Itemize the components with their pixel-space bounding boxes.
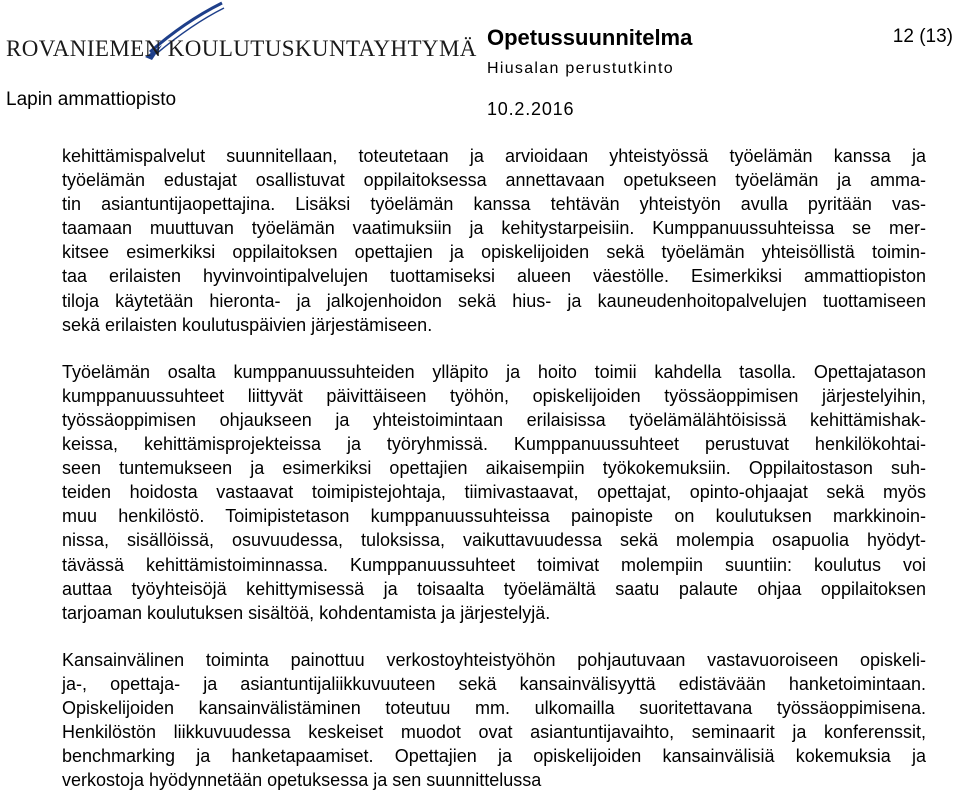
text-line: työssäoppimisen ohjaukseen ja yhteistoimintaan erilaisissa työelämälähtöisissä kehittämishak- [62,409,926,430]
paragraph-international [62,648,926,792]
organization-name: Lapin ammattiopisto [6,89,177,110]
text-line: työelämän edustajat osallistuvat oppilaitoksessa annettavaan opetukseen työelämän ja amma- [62,170,926,191]
paragraph-partnerships [62,360,926,625]
text-line: tävässä kehittämistoiminnassa. Kumppanuussuhteet toimivat molempiin suuntiin: koulutus voi [62,554,926,575]
page-number: 12 (13) [892,26,953,47]
text-line: tarjoaman koulutuksen sisältöä, kohdentamista ja järjestelyjä. [62,602,551,623]
text-line: teiden hoidosta vastaavat toimipistejohtaja, tiimivastaavat, opettajat, opinto-ohjaajat sekä myös [62,482,926,503]
text-line: sekä erilaisten koulutuspäivien järjestämiseen. [62,314,433,335]
text-line: seen tuntemukseen ja esimerkiksi opettajien aikaisempiin työkokemuksiin. Oppilaitostason suh- [62,458,926,479]
text-line: muu henkilöstö. Toimipistetason kumppanuussuhteissa painopiste on koulutuksen markkinoin- [62,506,926,527]
text-line: taamaan muuttuvan työelämän vaatimuksiin ja kehitystarpeisiin. Kumppanuussuhteissa se mer- [62,218,926,239]
text-line: Työelämän osalta kumppanuussuhteiden ylläpito ja hoito toimii kahdella tasolla. Opettajatason [62,361,926,382]
text-line: benchmarking ja hanketapaamiset. Opettajien ja opiskelijoiden kansainvälisiä kokemuksia ja [62,746,926,767]
text-line: ja-, opettaja- ja asiantuntijaliikkuvuuteen sekä kansainvälisyyttä edistävään hanketoimintaan. [62,673,926,694]
text-line: kitsee esimerkiksi oppilaitoksen opettajien ja opiskelijoiden sekä työelämän yhteisöllistä toimin- [62,242,926,263]
page-header [0,0,960,130]
document-date: 10.2.2016 [487,99,575,119]
text-line: Kansainvälinen toiminta painottuu verkostoyhteistyöhön pohjautuvaan vastavuoroiseen opiskeli- [62,649,926,670]
text-line: tin asiantuntijaopettajina. Lisäksi työelämän kanssa tehtävän yhteistyön avulla pyritään vas- [62,194,926,215]
paragraph-cooperation [62,144,926,337]
document-body [62,144,926,792]
paragraph-spacer [62,337,926,360]
text-line: Opiskelijoiden kansainvälistäminen toteutuu mm. ulkomailla suoritettavana työssäoppimisena. [62,697,926,718]
text-line: Henkilöstön liikkuvuudessa keskeiset muodot ovat asiantuntijavaihto, seminaarit ja konferenssit, [62,722,926,743]
text-line: keissa, kehittämisprojekteissa ja työryhmissä. Kumppanuussuhteet perustuvat henkilökohtai- [62,434,926,455]
document-title: Opetussuunnitelma [487,25,693,50]
text-line: verkostoja hyödynnetään opetuksessa ja sen suunnittelussa [62,770,542,791]
organization-logo [0,0,480,80]
text-line: kehittämispalvelut suunnitellaan, toteutetaan ja arvioidaan yhteistyössä työelämän kanssa ja [62,146,926,166]
logo-text: ROVANIEMEN KOULUTUSKUNTAYHTYMÄ [6,36,477,61]
document-subtitle: Hiusalan perustutkinto [487,60,674,77]
text-line: kumppanuussuhteet liittyvät päivittäiseen työhön, opiskelijoiden työssäoppimisen järjestelyihin, [62,385,926,406]
text-line: tiloja käytetään hieronta- ja jalkojenhoidon sekä hius- ja kauneudenhoitopalvelujen tuottamiseen [62,290,926,311]
text-line: nissa, sisällöissä, osuvuudessa, tuloksissa, vaikuttavuudessa sekä molempia osapuolia hyödyt- [62,530,926,551]
paragraph-spacer [62,625,926,648]
text-line: taa erilaisten hyvinvointipalvelujen tuottamiseksi alueen väestölle. Esimerkiksi ammattiopiston [62,266,926,287]
text-line: auttaa työyhteisöjä kehittymisessä ja toisaalta työelämältä saatu palaute ohjaa oppilaitoksen [62,578,926,599]
